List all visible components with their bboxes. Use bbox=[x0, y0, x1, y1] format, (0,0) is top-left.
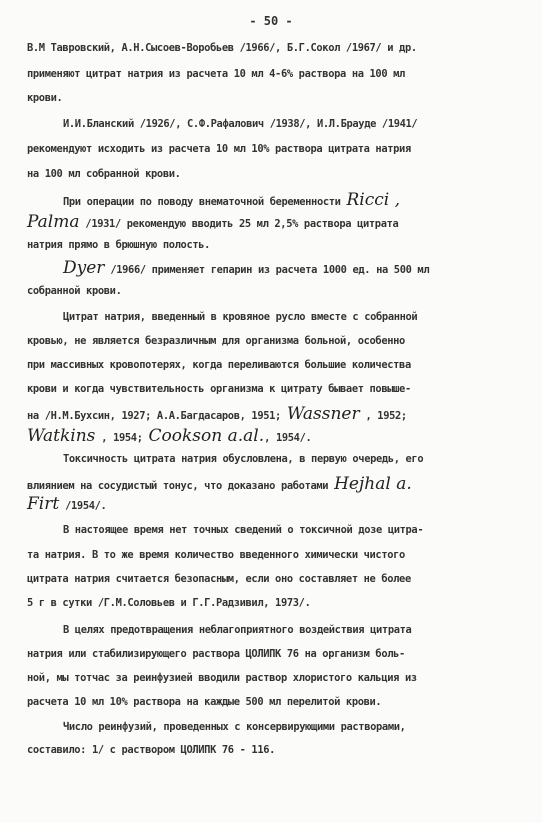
line-text: ной, мы тотчас за реинфузией вводили раствор хлористого кальция из bbox=[27, 672, 417, 684]
line-text: влиянием на сосудистый тонус, что доказано работами bbox=[27, 480, 335, 492]
text-line bbox=[27, 474, 412, 494]
text-line bbox=[27, 168, 181, 180]
text-line bbox=[63, 118, 417, 130]
line-text: составило: 1/ с раствором ЦОЛИПК 76 - 116. bbox=[27, 744, 276, 756]
text-line bbox=[27, 335, 405, 347]
text-line bbox=[63, 624, 411, 636]
line-text: цитрата натрия считается безопасным, если оно составляет не более bbox=[27, 573, 411, 585]
text-line bbox=[27, 426, 311, 446]
text-line bbox=[27, 696, 381, 708]
text-line bbox=[27, 549, 405, 561]
line-text: Токсичность цитрата натрия обусловлена, в первую очередь, его bbox=[63, 453, 424, 465]
line-text: натрия или стабилизирующего раствора ЦОЛИПК 76 на организм боль- bbox=[27, 648, 405, 660]
line-text: 5 г в сутки /Г.М.Соловьев и Г.Г.Радзивил, 1973/. bbox=[27, 597, 311, 609]
text-line bbox=[27, 359, 411, 371]
line-text: , 1954; bbox=[95, 432, 149, 444]
text-line bbox=[27, 648, 405, 660]
handwritten-name: Wassner bbox=[286, 404, 360, 424]
line-text: крови. bbox=[27, 92, 63, 104]
text-line bbox=[27, 285, 122, 297]
text-line bbox=[27, 744, 275, 756]
line-text: В.М Тавровский, А.Н.Сысоев-Воробьев /1966/, Б.Г.Сокол /1967/ и др. bbox=[27, 42, 417, 54]
line-text: , 1954/. bbox=[264, 432, 312, 444]
text-line bbox=[27, 672, 417, 684]
text-line bbox=[63, 311, 417, 323]
line-text: кровью, не является безразличным для организма больной, особенно bbox=[27, 335, 405, 347]
line-text: применяют цитрат натрия из расчета 10 мл 4-6% раствора на 100 мл bbox=[27, 68, 405, 80]
text-line bbox=[27, 92, 62, 104]
handwritten-name: Cookson a.al. bbox=[148, 426, 265, 446]
text-line bbox=[27, 383, 411, 395]
text-line bbox=[27, 42, 417, 54]
line-text: При операции по поводу внематочной беременности bbox=[63, 196, 347, 208]
line-text: натрия прямо в брюшную полость. bbox=[27, 239, 211, 251]
text-line bbox=[63, 453, 423, 465]
line-text: при массивных кровопотерях, когда переливаются большие количества bbox=[27, 359, 411, 371]
line-text: В настоящее время нет точных сведений о токсичной дозе цитра- bbox=[63, 524, 424, 536]
text-line bbox=[63, 524, 423, 536]
line-text: В целях предотвращения неблагоприятного воздействия цитрата bbox=[63, 624, 412, 636]
text-line bbox=[27, 404, 407, 424]
text-line bbox=[63, 190, 400, 210]
page-number: - 50 - bbox=[249, 14, 293, 28]
text-line bbox=[27, 573, 411, 585]
text-line bbox=[27, 494, 106, 514]
line-text: на /Н.М.Бухсин, 1927; А.А.Багдасаров, 1951; bbox=[27, 410, 287, 422]
text-line bbox=[27, 212, 398, 232]
line-text: И.И.Бланский /1926/, С.Ф.Рафалович /1938/, И.Л.Брауде /1941/ bbox=[63, 118, 418, 130]
handwritten-name: Palma bbox=[27, 212, 80, 232]
line-text: Число реинфузий, проведенных с консервирующими растворами, bbox=[63, 721, 406, 733]
line-text: расчета 10 мл 10% раствора на каждые 500 мл перелитой крови. bbox=[27, 696, 382, 708]
handwritten-name: Ricci , bbox=[346, 190, 401, 210]
text-line bbox=[63, 258, 429, 278]
line-text: Цитрат натрия, введенный в кровяное русло вместе с собранной bbox=[63, 311, 418, 323]
handwritten-name: Dyer bbox=[63, 258, 105, 278]
text-line bbox=[27, 143, 411, 155]
line-text: та натрия. В то же время количество введенного химически чистого bbox=[27, 549, 405, 561]
line-text: /1966/ применяет гепарин из расчета 1000 ед. на 500 мл bbox=[104, 264, 430, 276]
handwritten-name: Hejhal a. bbox=[334, 474, 412, 494]
text-line bbox=[27, 597, 310, 609]
line-text: /1931/ рекомендую вводить 25 мл 2,5% раствора цитрата bbox=[79, 218, 399, 230]
line-text: , 1952; bbox=[359, 410, 407, 422]
line-text: собранной крови. bbox=[27, 285, 122, 297]
line-text: крови и когда чувствительность организма к цитрату бывает повыше- bbox=[27, 383, 411, 395]
line-text: на 100 мл собранной крови. bbox=[27, 168, 181, 180]
handwritten-name: Watkins bbox=[27, 426, 96, 446]
line-text: /1954/. bbox=[59, 500, 107, 512]
text-line bbox=[63, 721, 406, 733]
line-text: рекомендуют исходить из расчета 10 мл 10% раствора цитрата натрия bbox=[27, 143, 411, 155]
handwritten-name: Firt bbox=[27, 494, 60, 514]
text-line bbox=[27, 239, 210, 251]
text-line bbox=[27, 68, 405, 80]
